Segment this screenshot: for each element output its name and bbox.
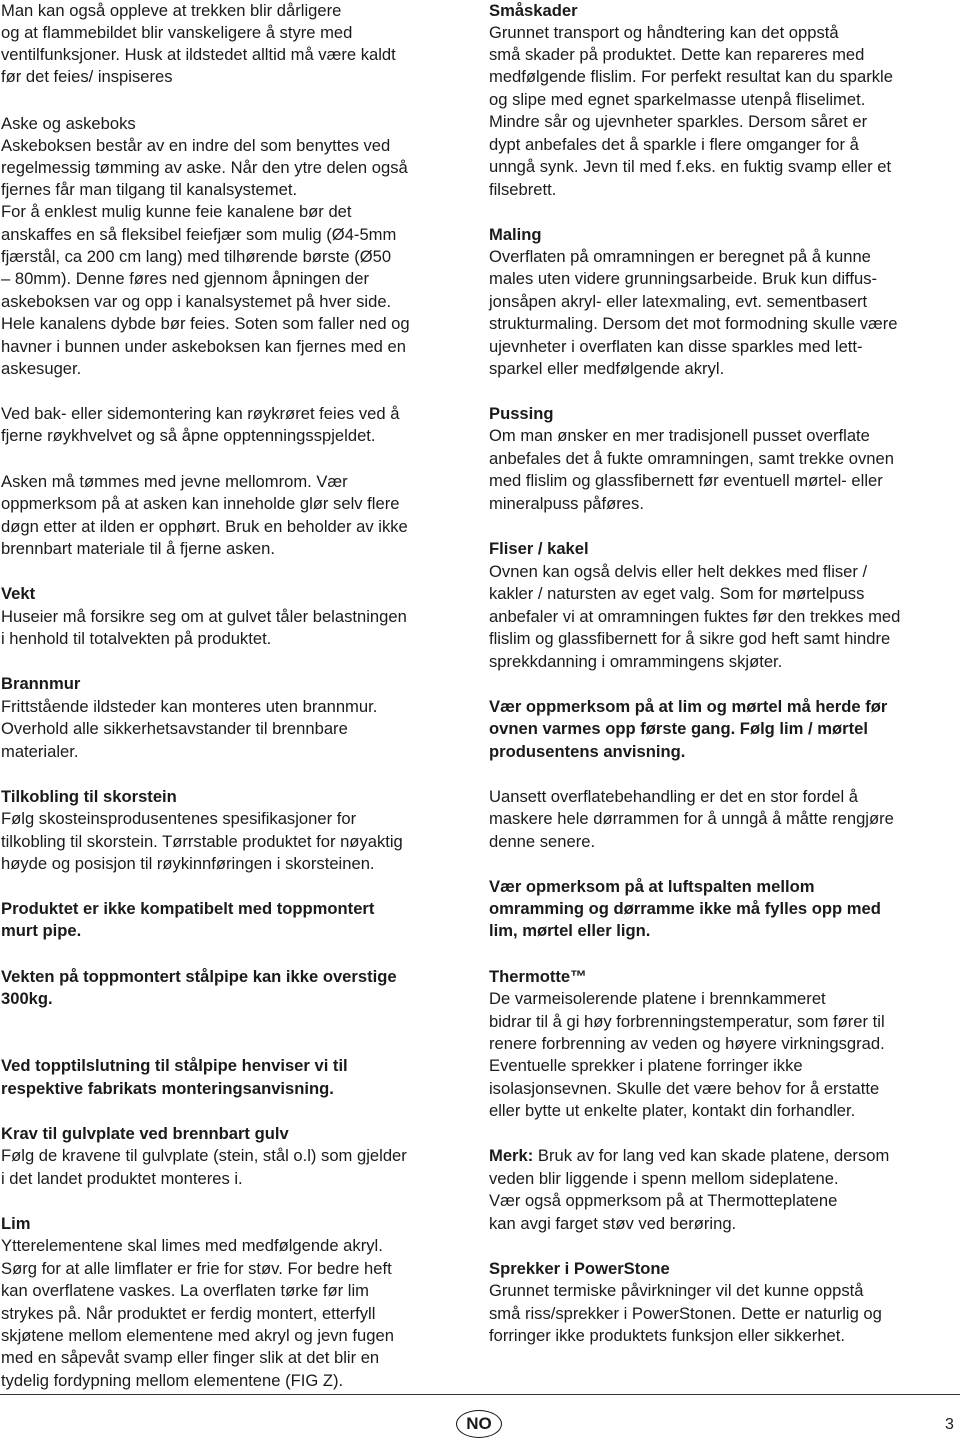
- text-line: eller bytte ut enkelte plater, kontakt din forhandler.: [489, 1101, 856, 1120]
- text-line: anskaffes en så fleksibel feiefjær som mulig (Ø4-5mm: [1, 225, 397, 244]
- text-line: flislim og glassfibernett for å sikre god heft samt hindre: [489, 629, 891, 648]
- section-heading-line: lim, mørtel eller lign.: [489, 921, 651, 940]
- text-line: og at flammebildet blir vanskeligere å styre med: [1, 23, 353, 42]
- section-heading-line: Sprekker i PowerStone: [489, 1259, 670, 1278]
- text-line: ujevnheter i overflaten kan disse sparkles med lett-: [489, 337, 863, 356]
- section-heading-line: omramming og dørramme ikke må fylles opp med: [489, 899, 881, 918]
- text-line: brennbart materiale til å fjerne asken.: [1, 539, 275, 558]
- text-line: medfølgende flislim. For perfekt resultat kan du sparkle: [489, 67, 893, 86]
- text-line: Uansett overflatebehandling er det en stor fordel å: [489, 787, 858, 806]
- text-line: Merk: Bruk av for lang ved kan skade platene, dersom: [489, 1146, 890, 1165]
- text-line: Grunnet transport og håndtering kan det oppstå: [489, 23, 839, 42]
- section-heading-line: Pussing: [489, 404, 554, 423]
- text-line: Frittstående ildsteder kan monteres uten brannmur.: [1, 697, 378, 716]
- text-line: oppmerksom på at asken kan inneholde glør selv flere: [1, 494, 400, 513]
- text-line: isolasjonsevnen. Skulle det være behov for å erstatte: [489, 1079, 880, 1098]
- text-line: kan overflatene vaskes. La overflaten tørke før lim: [1, 1281, 369, 1300]
- text-line: fjernes får man tilgang til kanalsystemet.: [1, 180, 298, 199]
- text-line: høyde og posisjon til røykinnføringen i skorsteinen.: [1, 854, 375, 873]
- text-line: askeboksen var og opp i kanalsystemet på hver side.: [1, 292, 392, 311]
- text-line: anbefaler vi at omramningen fuktes før den trekkes med: [489, 607, 901, 626]
- text-line: forringer ikke produktets funksjon eller sikkerhet.: [489, 1326, 846, 1345]
- text-line: Følg skosteinsprodusentenes spesifikasjoner for: [1, 809, 357, 828]
- text-line: regelmessig tømming av aske. Når den ytre delen også: [1, 158, 408, 177]
- text-line: fjærstål, ca 200 cm lang) med tilhørende børste (Ø50: [1, 247, 392, 266]
- text-line: jonsåpen akryl- eller latexmaling, evt. sementbasert: [489, 292, 868, 311]
- text-line: sprekkdanning i omrammingens skjøter.: [489, 652, 783, 671]
- text-line: i henhold til totalvekten på produktet.: [1, 629, 272, 648]
- text-line: denne senere.: [489, 832, 596, 851]
- text-line: anbefales det å fukte omramningen, samt trekke ovnen: [489, 449, 894, 468]
- text-line: Brannmur: [1, 674, 81, 693]
- section-heading-line: Småskader: [489, 1, 578, 20]
- text-line: havner i bunnen under askeboksen kan fjernes med en: [1, 337, 406, 356]
- text-line: mineralpuss påføres.: [489, 494, 644, 513]
- text-line: og slipe med egnet sparkelmasse utenpå fliselimet.: [489, 90, 866, 109]
- text-line: Mindre sår og ujevnheter sparkles. Dersom såret er: [489, 112, 868, 131]
- section-heading-line: Maling: [489, 225, 542, 244]
- section-heading-line: Produktet er ikke kompatibelt med toppmontert: [1, 899, 375, 918]
- text-line: maskere hele dørrammen for å unngå å måtte rengjøre: [489, 809, 894, 828]
- page-number: 3: [945, 1416, 954, 1433]
- section-heading-line: Vær opmerksom på at luftspalten mellom: [489, 877, 815, 896]
- section-heading-line: respektive fabrikats monteringsanvisning.: [1, 1079, 334, 1098]
- text-line: veden blir liggende i spenn mellom sideplatene.: [489, 1169, 839, 1188]
- text-line: Ved bak- eller sidemontering kan røykrøret feies ved å: [1, 404, 400, 423]
- text-line: bidrar til å gi høy forbrenningstemperatur, som fører til: [489, 1012, 885, 1031]
- text-line: med en såpevåt svamp eller finger slik at det blir en: [1, 1348, 380, 1367]
- text-line: Vekt: [1, 584, 36, 603]
- text-line: De varmeisolerende platene i brennkammeret: [489, 989, 826, 1008]
- text-line: i det landet produktet monteres i.: [1, 1169, 243, 1188]
- text-line: unngå synk. Jevn til med f.eks. en fuktig svamp eller et: [489, 157, 892, 176]
- text-line: Overhold alle sikkerhetsavstander til brennbare: [1, 719, 348, 738]
- text-line: filsebrett.: [489, 180, 557, 199]
- footer-divider: [0, 1394, 960, 1395]
- section-heading-line: 300kg.: [1, 989, 53, 1008]
- text-line: Ovnen kan også delvis eller helt dekkes med fliser /: [489, 562, 868, 581]
- text-line: sparkel eller medfølgende akryl.: [489, 359, 725, 378]
- text-line: strukturmaling. Dersom det mot formodning skulle være: [489, 314, 898, 333]
- text-line: renere forbrenning av veden og høyere virkningsgrad.: [489, 1034, 885, 1053]
- text-line: For å enklest mulig kunne feie kanalene bør det: [1, 202, 352, 221]
- text-line: små skader på produktet. Dette kan repareres med: [489, 45, 865, 64]
- text-line: Følg de kravene til gulvplate (stein, stål o.l) som gjelder: [1, 1146, 407, 1165]
- text-line: før det feies/ inspiseres: [1, 67, 173, 86]
- text-line: døgn etter at ilden er opphørt. Bruk en beholder av ikke: [1, 517, 408, 536]
- text-line: askesuger.: [1, 359, 82, 378]
- text-line: fjerne røykhvelvet og så åpne opptenningsspjeldet.: [1, 426, 376, 445]
- section-heading-line: murt pipe.: [1, 921, 82, 940]
- text-line: Aske og askeboks: [1, 114, 136, 133]
- text-line: Vær også oppmerksom på at Thermotteplatene: [489, 1191, 838, 1210]
- text-line: Grunnet termiske påvirkninger vil det kunne oppstå: [489, 1281, 864, 1300]
- language-badge: NO: [456, 1410, 502, 1438]
- section-heading-line: Tilkobling til skorstein: [1, 787, 177, 806]
- text-line: – 80mm). Denne føres ned gjennom åpningen der: [1, 269, 370, 288]
- text-line: små riss/sprekker i PowerStonen. Dette er naturlig og: [489, 1304, 882, 1323]
- section-heading-line: ovnen varmes opp første gang. Følg lim / mørtel: [489, 719, 868, 738]
- text-line: kan avgi farget støv ved berøring.: [489, 1214, 737, 1233]
- section-heading-line: Ved topptilslutning til stålpipe henviser vi til: [1, 1056, 348, 1075]
- text-line: Om man ønsker en mer tradisjonell pusset overflate: [489, 426, 870, 445]
- text-line: tilkobling til skorstein. Tørrstable produktet for nøyaktig: [1, 832, 403, 851]
- text-line: kakler / natursten av eget valg. Som for mørtelpuss: [489, 584, 865, 603]
- section-heading-line: Fliser / kakel: [489, 539, 589, 558]
- text-line: Sørg for at alle limflater er frie for støv. For bedre heft: [1, 1259, 392, 1278]
- text-line: Man kan også oppleve at trekken blir dårligere: [1, 1, 342, 20]
- text-line: materialer.: [1, 742, 79, 761]
- text-line: skjøtene mellom elementene med akryl og jevn fugen: [1, 1326, 394, 1345]
- text-line: Askeboksen består av en indre del som benyttes ved: [1, 136, 391, 155]
- section-heading-line: Thermotte™: [489, 967, 587, 986]
- text-line: strykes på. Når produktet er ferdig montert, etterfyll: [1, 1304, 376, 1323]
- text-line: dypt anbefales det å sparkle i flere omganger for å: [489, 135, 859, 154]
- text-line: Huseier må forsikre seg om at gulvet tåler belastningen: [1, 607, 407, 626]
- section-heading-line: Lim: [1, 1214, 31, 1233]
- text-line: Ytterelementene skal limes med medfølgende akryl.: [1, 1236, 383, 1255]
- text-line: Eventuelle sprekker i platene forringer ikke: [489, 1056, 803, 1075]
- section-heading-line: Vekten på toppmontert stålpipe kan ikke overstige: [1, 967, 397, 986]
- text-line: Asken må tømmes med jevne mellomrom. Vær: [1, 472, 348, 491]
- text-line: ventilfunksjoner. Husk at ildstedet alltid må være kaldt: [1, 45, 396, 64]
- text-line: Overflaten på omramningen er beregnet på å kunne: [489, 247, 871, 266]
- section-heading-line: Vær oppmerksom på at lim og mørtel må herde før: [489, 697, 888, 716]
- section-heading-line: produsentens anvisning.: [489, 742, 686, 761]
- section-heading-line: Krav til gulvplate ved brennbart gulv: [1, 1124, 289, 1143]
- text-line: Hele kanalens dybde bør feies. Soten som faller ned og: [1, 314, 410, 333]
- text-line: males uten videre grunningsarbeide. Bruk kun diffus-: [489, 269, 878, 288]
- text-line: tydelig fordypning mellom elementene (FIG Z).: [1, 1371, 344, 1390]
- text-line: med flislim og glassfibernett før eventuell mørtel- eller: [489, 471, 883, 490]
